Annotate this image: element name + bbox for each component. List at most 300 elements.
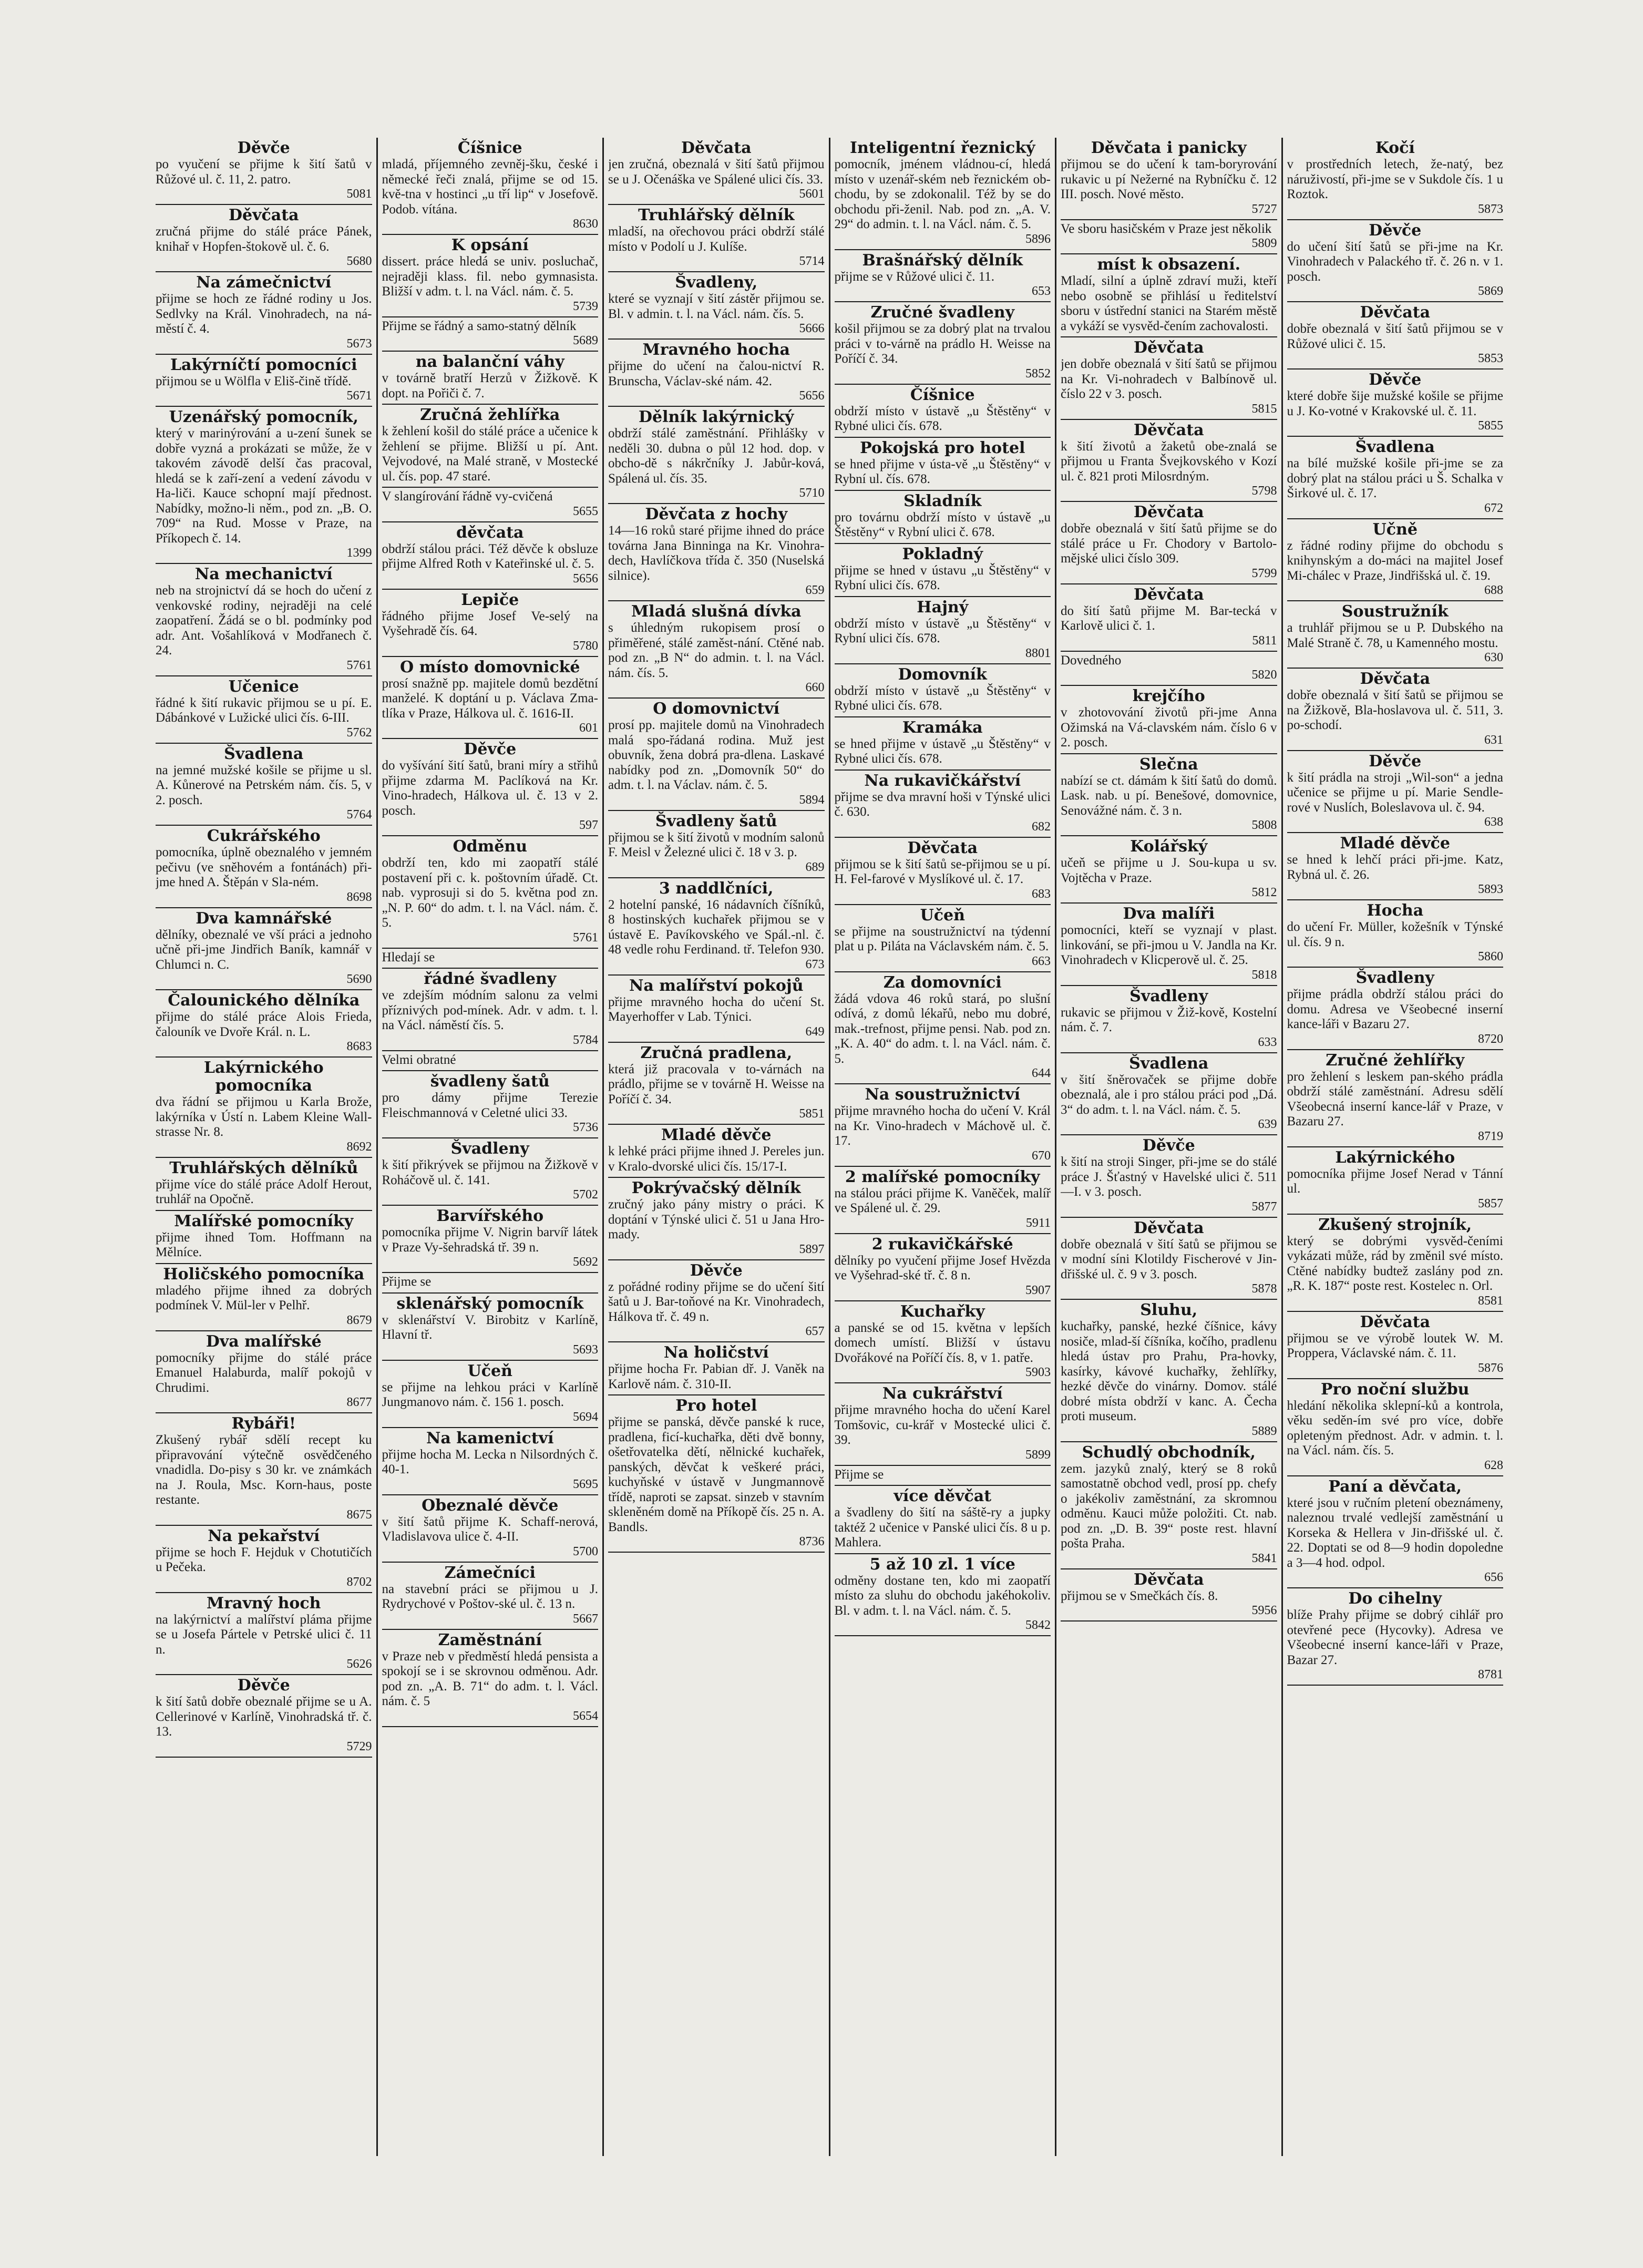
ad-headline: Truhlářských dělníků (169, 1158, 358, 1177)
ad-text: řádné k šití rukavic přijmou se u pí. E. Dábánkové v Lužické ulici čís. 6-III. (156, 695, 372, 725)
ad-text: v zhotovování životů při-jme Anna Ožimská na Vá-clavském nám. číslo 6 v 2. posch. (1061, 705, 1277, 750)
ad-text: z pořádné rodiny přijme se do učení šití šatů u J. Bar-toňové na Kr. Vinohradech, Hálkova tř. č. 49 n. (608, 1279, 825, 1324)
ad-headline: Děvče (690, 1261, 743, 1280)
ad-number: 631 (1484, 733, 1503, 747)
ad-text: Přijme se řádný a samo-statný dělník (382, 319, 577, 333)
ad-number: 5700 (573, 1544, 598, 1558)
classified-ad (382, 1563, 599, 1630)
classified-ad (835, 302, 1051, 385)
ad-number: 5893 (1478, 882, 1503, 896)
ad-headline: Čalounického dělníka (168, 991, 360, 1010)
ad-number: 5899 (1025, 1448, 1051, 1462)
ad-column (378, 138, 604, 2156)
ad-headline: Cukrářského (207, 827, 321, 845)
ad-headline: Hajný (917, 598, 969, 617)
ad-text: 14—16 roků staré přijme ihned do práce továrna Jana Binninga na Kr. Vinohra-dech, Havlíčkova třída č. 350 (Nuselská silnice). (608, 524, 825, 583)
ad-text: pomocníky přijme do stálé práce Emanuel Halaburda, malíř pokojů v Chrudimi. (156, 1350, 372, 1395)
classified-ad (382, 1138, 599, 1206)
ad-number: 5695 (573, 1477, 598, 1491)
ad-number: 5736 (573, 1121, 598, 1134)
ad-text: Zkušený rybář sdělí recept ku připravování výtečně osvědčeného vnadidla. Do-pisy s 30 kr. ve známkách na J. Roula, Msc. Korn-haus, poste restante. (156, 1433, 372, 1507)
ad-text: zručná přijme do stálé práce Pánek, knihař v Hopfen-štokově ul. č. 6. (156, 224, 372, 254)
ad-text: přijmou se k šití životů v modním salonů F. Meisl v Železné ulici č. 18 v 3. p. (608, 830, 825, 859)
classified-ad (1287, 601, 1504, 669)
ad-text: pomocníka přijme V. Nigrin barvíř látek v Praze Vy-šehradská tř. 39 n. (382, 1225, 598, 1255)
ad-number: 5667 (573, 1612, 598, 1626)
ad-headline: Švadleny (1129, 987, 1208, 1005)
ad-text: v šití šněrovaček se přijme dobře obeznalá, ale i pro stálou práci pod „Dá. 3“ do adm. t. l. na Václ. nám. č. 5. (1061, 1072, 1277, 1117)
ad-text: řádného přijme Josef Ve-selý na Vyšehradě čís. 64. (382, 609, 598, 638)
ad-text: dobře obeznalá v šití šatů se přijmou se na Žižkově, Bla-hoslavova ul. č. 511, 3. po-schodí. (1287, 688, 1503, 732)
ad-text: jen dobře obeznalá v šití šatů se přijmou na Kr. Vi-nohradech v Balbínově ul. číslo 22 v 3. posch. (1061, 357, 1277, 401)
ad-headline: Číšnice (910, 385, 975, 404)
ad-number: 688 (1484, 583, 1503, 597)
ad-text: Přijme se (834, 1467, 884, 1482)
ad-number: 5666 (799, 322, 825, 335)
ad-number: 638 (1484, 815, 1503, 829)
ad-text: přijmou se v Smečkách čís. 8. (1061, 1588, 1218, 1603)
classified-ad (382, 1273, 599, 1294)
ad-text: přijme hocha M. Lecka n Nilsordných č. 40-1. (382, 1447, 598, 1476)
classified-ad (835, 1486, 1051, 1554)
ad-headline: Děvčata i panicky (1091, 139, 1247, 157)
ad-number: 5811 (1252, 633, 1277, 648)
ad-headline: na balanční váhy (415, 353, 564, 371)
ad-number: 5654 (573, 1709, 598, 1723)
ad-headline: Děvče (1369, 371, 1422, 389)
classified-ad (835, 1383, 1051, 1466)
ad-headline: Učně (1372, 520, 1418, 539)
ad-headline: Pro hotel (675, 1397, 757, 1415)
classified-ad (156, 138, 372, 205)
ad-text: se přijme na lehkou práci v Karlíně Jungmanovo nám. č. 156 1. posch. (382, 1380, 598, 1409)
ad-text: učeň se přijme u J. Sou-kupa u sv. Vojtěcha v Praze. (1061, 856, 1277, 885)
classified-ad (156, 1413, 372, 1526)
ad-headline: 2 rukavičkářské (871, 1235, 1013, 1254)
classified-ad (1061, 254, 1277, 337)
ad-headline: Paní a děvčata, (1328, 1477, 1462, 1496)
ad-text: do učení šití šatů se při-jme na Kr. Vinohradech v Palackého tř. č. 26 n. v 1. posch. (1287, 239, 1503, 284)
ad-headline: Pokojská pro hotel (860, 438, 1025, 457)
ad-text: prosí pp. majitele domů na Vinohradech malá spo-řádaná rodina. Muž jest obuvník, žena dobrá pra-dlena. Laskavé nabídky pod zn. „Domovník 50“ do adm. t. l. na Václav. nám. č. 5. (608, 718, 825, 792)
ad-number: 5877 (1251, 1199, 1277, 1214)
ad-number: 8679 (346, 1313, 372, 1327)
ad-number: 639 (1258, 1117, 1277, 1131)
ad-text: přijme hocha Fr. Pabian dř. J. Vaněk na Karlově nám. č. 310-II. (608, 1362, 825, 1391)
ad-headline: Učeň (920, 906, 965, 925)
ad-number: 5852 (1025, 366, 1051, 381)
classified-ad (382, 949, 599, 969)
ad-headline: Zručné švadleny (870, 303, 1015, 322)
classified-ad (1061, 220, 1277, 255)
ad-headline: Na cukrářství (882, 1384, 1003, 1403)
ad-number: 633 (1258, 1035, 1277, 1049)
ad-number: 601 (579, 721, 598, 735)
ad-text: žádá vdova 46 roků stará, po slušní odívá, z domů lékařů, nebo mu dobré, mak.-trefnost, přijme pensi. Nab. pod zn. „K. A. 40“ do adm. t. l. na Václ. nám. č. 5. (834, 991, 1051, 1066)
ad-headline: Za domovníci (883, 973, 1002, 992)
ad-text: přijme se hoch F. Hejduk v Chotutičích u Pečeka. (156, 1545, 372, 1574)
ad-headline: Děvče (237, 139, 290, 157)
ad-headline: Děvčata (681, 139, 752, 157)
ad-headline: Brašnářský dělník (862, 251, 1023, 270)
ad-text: přijme do učení na čalou-nictví R. Brunscha, Václav-ské nám. 42. (608, 359, 825, 388)
ad-headline: Mladé děvče (661, 1126, 772, 1144)
ad-text: V slangírování řádně vy-cvičená (382, 489, 553, 504)
ad-headline: Učenice (228, 677, 299, 696)
ad-headline: Pokrývačský dělník (631, 1179, 801, 1197)
ad-headline: Na zámečnictví (196, 273, 332, 292)
ad-number: 5876 (1478, 1361, 1503, 1375)
ad-text: které se vyznají v šití zástěr přijmou se. Bl. v admin. t. l. na Václ. nám. čís. 5. (608, 292, 825, 321)
classified-ad (1061, 1218, 1277, 1300)
ad-number: 5857 (1478, 1196, 1503, 1210)
classified-ad (156, 205, 372, 272)
ad-number: 5894 (799, 793, 825, 807)
ad-number: 5812 (1251, 886, 1277, 899)
ad-text: na lakýrnictví a malířství pláma přijme se u Josefa Pártele v Petrské ulici č. 11 n. (156, 1612, 372, 1657)
ad-headline: míst k obsazení. (1097, 255, 1241, 274)
ad-headline: Do cihelny (1348, 1589, 1442, 1608)
ad-headline: Dva malířské (206, 1332, 322, 1351)
ad-headline: Děvče (1142, 1136, 1195, 1155)
ad-headline: Kuchařky (900, 1302, 985, 1321)
classified-ad (382, 739, 599, 836)
classified-ad (1061, 1300, 1277, 1442)
ad-headline: Švadleny (450, 1140, 529, 1158)
ad-headline: Na mechanictví (194, 565, 333, 583)
classified-ad (156, 272, 372, 355)
classified-ad (156, 1331, 372, 1414)
classified-ad (1061, 904, 1277, 986)
ad-number: 5907 (1025, 1283, 1051, 1297)
classified-ad (1061, 836, 1277, 904)
ad-headline: Děvčata (1133, 338, 1204, 357)
classified-ad (382, 836, 599, 949)
ad-number: 8675 (346, 1507, 372, 1522)
ad-headline: Děvče (1369, 752, 1422, 771)
ad-number: 5878 (1251, 1282, 1277, 1296)
classified-ad (1061, 1569, 1277, 1622)
classified-ad (1287, 519, 1504, 602)
ad-text: obdrží stálou práci. Též děvče k obsluze přijme Alfred Roth v Kateřinské ul. č. 5. (382, 541, 598, 571)
ad-text: dělníky po vyučení přijme Josef Hvězda ve Vyšehrad-ské tř. č. 8 n. (834, 1253, 1051, 1282)
classified-ad (382, 1071, 599, 1138)
ad-text: pomocníka přijme Josef Nerad v Tánní ul. (1287, 1166, 1503, 1196)
classified-ad (382, 1428, 599, 1495)
classified-ad (156, 908, 372, 991)
ad-headline: Na soustružnictví (865, 1085, 1021, 1104)
classified-ad (608, 340, 825, 407)
ad-number: 5869 (1478, 284, 1503, 298)
ad-number: 5911 (1025, 1216, 1051, 1230)
ad-number: 5897 (799, 1242, 825, 1256)
ad-headline: Číšnice (457, 139, 522, 157)
ad-headline: Inteligentní řeznický (849, 139, 1035, 157)
ad-headline: Děvčata (1133, 1218, 1204, 1237)
classified-ad (608, 601, 825, 699)
ad-column (151, 138, 378, 2156)
classified-ad (835, 250, 1051, 303)
ad-text: k šití přikrývek se přijmou na Žižkově v Roháčově ul. č. 141. (382, 1158, 598, 1187)
ad-text: ve zdejším módním salonu za velmi příznivých pod-mínek. Adr. v adm. t. l. na Václ. náměstí čís. 5. (382, 988, 598, 1032)
ad-headline: Soustružník (1341, 602, 1449, 621)
classified-ad (382, 590, 599, 657)
classified-ad (608, 976, 825, 1043)
ad-number: 5680 (346, 254, 372, 268)
ad-number: 5764 (346, 808, 372, 822)
ad-text: přijmou se do učení k tam-boryrování rukavic u pí Nežerné na Rybníčku č. 12 III. posch. Nové město. (1061, 157, 1277, 201)
classified-ad (382, 1361, 599, 1428)
classified-ad (1287, 833, 1504, 900)
ad-headline: Na malířství pokojů (629, 976, 804, 995)
ad-text: odměny dostane ten, kdo mi zaopatří místo za sluhu do obchodu jakéhokoliv. Bl. v adm. t. l. na Václ. nám. č. 5. (834, 1573, 1051, 1618)
classified-ad (835, 544, 1051, 597)
ad-number: 657 (805, 1325, 825, 1338)
ad-number: 8677 (346, 1395, 372, 1409)
ad-text: přijme se v Růžové ulici č. 11. (834, 269, 995, 284)
ad-number: 5799 (1251, 566, 1277, 580)
ad-headline: Lakýrníčtí pomocníci (170, 355, 357, 374)
ad-text: přijmou se u Wölfla v Eliš-čině třídě. (156, 374, 352, 388)
ad-number: 5729 (346, 1739, 372, 1753)
ad-headline: Děvče (464, 740, 517, 758)
ad-headline: 5 až 10 zl. 1 více (869, 1555, 1015, 1574)
ad-number: 5809 (1251, 237, 1277, 250)
ad-headline: O domovnictví (653, 700, 780, 718)
ad-headline: O místo domovnické (400, 658, 580, 676)
ad-headline: 3 naddlčníci, (659, 879, 774, 898)
ad-number: 5818 (1251, 968, 1277, 982)
ad-text: přijmou se k šití šatů se-přijmou se u pí. H. Fel-farové v Myslíkové ul. č. 17. (834, 857, 1051, 886)
classified-ad (156, 407, 372, 564)
classified-ad (382, 1206, 599, 1273)
classified-ad (1287, 968, 1504, 1050)
ad-text: které jsou v ručním pletení obeznámeny, naleznou trvalé vedlejší zaměstnání u Korseka & Hellera v Jin-dřišské ul. č. 22. Doptati se od 8—9 hodin dopoledne a 3—4 hod. odpol. (1287, 1495, 1503, 1570)
classified-ad (1287, 1215, 1504, 1312)
ad-number: 5694 (573, 1410, 598, 1424)
ad-number: 5656 (573, 571, 598, 586)
ad-number: 597 (579, 818, 598, 832)
ad-headline: Švadleny (1356, 969, 1434, 987)
ad-text: k žehlení košil do stálé práce a učenice k žehlení se přijme. Bližší u pí. Ant. Vejvodové, na Malé straně, v Mostecké ul. čís. pop. 47 staré. (382, 424, 598, 484)
classified-ad (1287, 669, 1504, 751)
ad-headline: Malířské pomocníky (174, 1212, 354, 1230)
ad-headline: Uzenářský pomocník, (169, 408, 358, 426)
ad-headline: Kočí (1375, 139, 1415, 157)
ad-headline: děvčata (456, 523, 524, 542)
ad-text: mladého přijme ihned za dobrých podmínek V. Mül-ler v Pelhř. (156, 1283, 372, 1312)
ad-number: 5841 (1251, 1551, 1277, 1565)
ad-text: dva řádní se přijmou u Karla Brože, lakýrníka v Ústí n. Labem Kleine Wall-strasse Nr. 8. (156, 1095, 372, 1139)
ad-text: k šití šatů dobře obeznalé přijme se u A. Cellerinové v Karlíně, Vinohradská tř. č. 13. (156, 1695, 372, 1739)
ad-headline: Pro noční službu (1321, 1380, 1470, 1399)
ad-text: po vyučení se přijme k šití šatů v Růžové ul. č. 11, 2. patro. (156, 157, 372, 187)
ad-text: pomocníka, úplně obeznalého v jemném pečivu (ve sněhovém a fontánách) při-jme hned A. Štěpán v Sla-ném. (156, 845, 372, 889)
classified-ad (1061, 686, 1277, 754)
ad-column (830, 138, 1057, 2156)
ad-text: k šití životů a žaketů obe-znalá se přijmou u Franta Švejkovského v Kozí ul. č. 821 proti Milosrdným. (1061, 439, 1277, 484)
ad-number: 656 (1484, 1571, 1503, 1584)
ad-headline: více děvčat (894, 1487, 992, 1505)
ad-text: přijme se hoch ze řádné rodiny u Jos. Sedlvky na Král. Vinohradech, na ná-městí č. 4. (156, 292, 372, 336)
classified-ad (835, 664, 1051, 717)
ad-text: na jemné mužské košile se přijme u sl. A. Kůnerové na Petrském nám. čís. 5, v 2. posch. (156, 763, 372, 807)
ad-number: 8781 (1478, 1668, 1503, 1681)
ad-text: přijmou se ve výrobě loutek W. M. Proppera, Václavské nám. č. 11. (1287, 1331, 1503, 1360)
classified-ad (1287, 900, 1504, 968)
classified-ad (608, 272, 825, 340)
ad-text: které dobře šije mužské košile se přijme u J. Ko-votné v Krakovské ul. č. 11. (1287, 389, 1503, 418)
ad-text: k lehké práci přijme ihned J. Pereles jun. v Kralo-dvorské ulici čís. 15/17-I. (608, 1144, 825, 1174)
ad-headline: Děvčata (228, 206, 299, 224)
ad-text: na stálou práci přijme K. Vaněček, malíř ve Spálené ul. č. 29. (834, 1186, 1051, 1215)
ad-headline: Děvče (1369, 221, 1422, 240)
ad-number: 628 (1484, 1458, 1503, 1472)
ad-text: se přijme na soustružnictví na týdenní plat u p. Piláta na Václavském nám. č. 5. (834, 924, 1051, 953)
ad-text: která již pracovala v to-várnách na prádlo, přijme se v továrně H. Weisse na Poříčí č. 34. (608, 1062, 825, 1106)
ad-number: 5690 (346, 972, 372, 986)
ad-number: 8736 (799, 1535, 825, 1548)
ad-text: přijme více do stálé práce Adolf Herout, truhlář na Opočně. (156, 1177, 372, 1206)
ad-text: zručný jako pány mistry o práci. K doptání v Týnské ulici č. 51 u Jana Hro-mady. (608, 1197, 825, 1241)
ad-text: na bílé mužské košile při-jme se za dobrý plat na stálou práci u Š. Schalka v Širkové ul. č. 17. (1287, 456, 1503, 500)
ad-headline: Zručná pradlena, (640, 1043, 793, 1062)
classified-ad (156, 1264, 372, 1331)
ad-headline: Mravného hocha (642, 341, 790, 359)
ad-text: Hledají se (382, 950, 435, 964)
classified-ad (382, 138, 599, 235)
ad-number: 5671 (346, 389, 372, 403)
ad-number: 5714 (799, 254, 825, 268)
ad-number: 8702 (346, 1575, 372, 1589)
ad-text: do učení Fr. Müller, kožešník v Týnské ul. čís. 9 n. (1287, 920, 1503, 949)
ad-number: 689 (805, 860, 825, 874)
classified-ad (1287, 220, 1504, 303)
ad-headline: krejčího (1132, 687, 1205, 705)
ad-headline: Dva malíři (1123, 905, 1215, 923)
ad-headline: řádné švadleny (424, 970, 557, 988)
classified-ad (156, 1058, 372, 1158)
ad-headline: Truhlářský dělník (638, 206, 795, 224)
classified-ad (1287, 1312, 1504, 1379)
ad-text: který v marinýrování a u-zení šunek se dobře vyzná a prokázati se může, že v takovém závodě delší čas pracoval, hledá se k zaří-zení a vedení závodu v Ha-liči. Kauce schopní mají přednost. Nabídky, možno-li něm., pod zn. „B. O. 709“ na Rud. Mosse v Praze, na Příkopech č. 14. (156, 426, 372, 546)
ad-number: 5853 (1478, 352, 1503, 365)
ad-headline: Lakýrnického (1335, 1148, 1455, 1167)
ad-headline: Švadlena (224, 744, 304, 763)
classified-ad (608, 1342, 825, 1395)
classified-ad (835, 1554, 1051, 1637)
ad-text: se hned k lehčí práci při-jme. Katz, Rybná ul. č. 26. (1287, 853, 1503, 882)
ad-number: 670 (1032, 1148, 1051, 1163)
ad-text: 2 hotelní panské, 16 nádavních číšníků, 8 hostinských kuchařek přijmou se v ústavě E. Pavíkovského ve Spál.-nl. č. 48 vedle rohu Ferdinand. tř. Telefon 930. (608, 897, 825, 957)
ad-text: v továrně bratří Herzů v Žižkově. K dopt. na Pořiči č. 7. (382, 371, 598, 401)
ad-text: do šití šatů přijme M. Bar-tecká v Karlově ulici č. 1. (1061, 603, 1277, 633)
classified-ad (382, 488, 599, 522)
ad-text: dissert. práce hledá se univ. posluchač, nejraději klass. fil. nebo gymnasista. Bližší v adm. t. l. na Václ. nám. č. 5. (382, 254, 598, 299)
ad-text: se hned přijme v ústa-vě „u Štěstěny“ v Rybní ul. čís. 678. (834, 457, 1051, 486)
classified-ad (382, 1495, 599, 1563)
classified-ad (1061, 1135, 1277, 1218)
ad-text: pro dámy přijme Terezie Fleischmannová v Celetné ulici 33. (382, 1091, 598, 1120)
classified-ad (608, 138, 825, 205)
ad-number: 8720 (1478, 1032, 1503, 1046)
ad-headline: Děvčata (1360, 303, 1431, 322)
ad-text: do vyšívání šití šatů, brani míry a střihů přijme zdarma M. Paclíková na Kr. Vino-hradech, Hálkova ul. č. 13 v 2. posch. (382, 758, 598, 818)
ad-headline: Mladé děvče (1340, 834, 1450, 853)
classified-ad (835, 1167, 1051, 1234)
classified-ad (835, 597, 1051, 664)
classified-ad (382, 1630, 599, 1727)
classified-ad (1061, 138, 1277, 220)
ad-headline: Kramáka (902, 718, 983, 737)
ad-number: 5656 (799, 389, 825, 403)
ad-number: 5903 (1025, 1366, 1051, 1379)
classified-ad (1061, 652, 1277, 686)
classified-ad (835, 138, 1051, 250)
classified-ad (608, 1125, 825, 1178)
ad-number: 5655 (573, 504, 598, 518)
ad-headline: Odměnu (453, 837, 528, 856)
ad-text: blíže Prahy přijme se dobrý cihlář pro otevřené pece (Hycovky). Adresa ve Všeobecné inserní kance-láři v Praze, Bazar 27. (1287, 1608, 1503, 1667)
ad-number: 5673 (346, 336, 372, 351)
classified-ad (156, 1675, 372, 1758)
ad-column (1056, 138, 1283, 2156)
ad-number: 8581 (1478, 1294, 1503, 1308)
ad-text: obdrží místo v ústavě „u Štěstěny“ v Rybní ulici čís. 678. (834, 616, 1051, 645)
ad-number: 5601 (799, 187, 825, 201)
classified-ad (382, 352, 599, 405)
ad-text: a truhlář přijmou se u P. Dubského na Malé Straně č. 78, u Kamenného mostu. (1287, 621, 1503, 650)
classified-ad (608, 811, 825, 878)
ad-headline: Skladník (903, 491, 982, 510)
classified-ad (382, 657, 599, 740)
classified-ad (608, 1395, 825, 1553)
ad-headline: sklenářský pomocník (396, 1294, 584, 1313)
ad-text: Dovedného (1061, 653, 1122, 668)
classified-ad (382, 1051, 599, 1072)
ad-number: 5896 (1025, 232, 1051, 246)
classified-ad (835, 1084, 1051, 1167)
ad-headline: Dva kamnářské (196, 909, 332, 928)
ad-number: 5808 (1251, 818, 1277, 832)
ad-text: nabízí se ct. dámám k šití šatů do domů. Lask. nab. u pí. Benešové, domovnice, Senovážné nám. č. 3 n. (1061, 773, 1277, 818)
classified-ad (156, 826, 372, 908)
classified-ad (1061, 420, 1277, 502)
ad-headline: Rybáři! (231, 1414, 296, 1433)
classified-ad (382, 317, 599, 352)
ad-number: 5762 (346, 725, 372, 740)
ad-text: pomocník, jménem vládnou-cí, hledá místo v uzenář-ském neb řeznickém ob-chodu, by se zdokonalil. Též by se do obchodu při-ženil. Nab. pod zn. „A. V. 29“ do admin. t. l. na Václ. nám. č. 5. (834, 157, 1051, 231)
ad-headline: Děvčata (907, 838, 978, 857)
ad-number: 5710 (799, 486, 825, 500)
ad-text: přijme se hned v ústavu „u Štěstěny“ v Rybní ulici čís. 678. (834, 563, 1051, 592)
ad-number: 5798 (1251, 484, 1277, 498)
ad-headline: Zámečníci (444, 1563, 536, 1582)
ad-headline: Kolářský (1130, 837, 1208, 856)
ad-headline: Děvčata (1360, 670, 1431, 688)
ad-headline: Děvčata (1360, 1312, 1431, 1331)
classified-ad (1061, 337, 1277, 420)
classified-ad (608, 205, 825, 272)
ad-headline: Švadlena (1129, 1054, 1209, 1073)
classified-ad (835, 491, 1051, 544)
ad-text: a švadleny do šití na sáště-ry a jupky taktéž 2 učenice v Panské ulici čís. 8 u p. Mahlera. (834, 1505, 1051, 1549)
classified-ad (835, 1234, 1051, 1301)
classified-ad (1287, 138, 1504, 220)
ad-text: zem. jazyků znalý, který se 8 roků samostatně obchod vedl, prosí pp. chefy o jakékoliv zaměstnání, za skromnou odměnu. Kauci může položiti. Ct. nab. pod zn. „D. B. 39“ poste rest. hlavní pošta Praha. (1061, 1461, 1277, 1551)
ad-text: rukavic se přijmou v Žiž-kově, Kostelní nám. č. 7. (1061, 1005, 1277, 1034)
classified-ad (382, 522, 599, 590)
